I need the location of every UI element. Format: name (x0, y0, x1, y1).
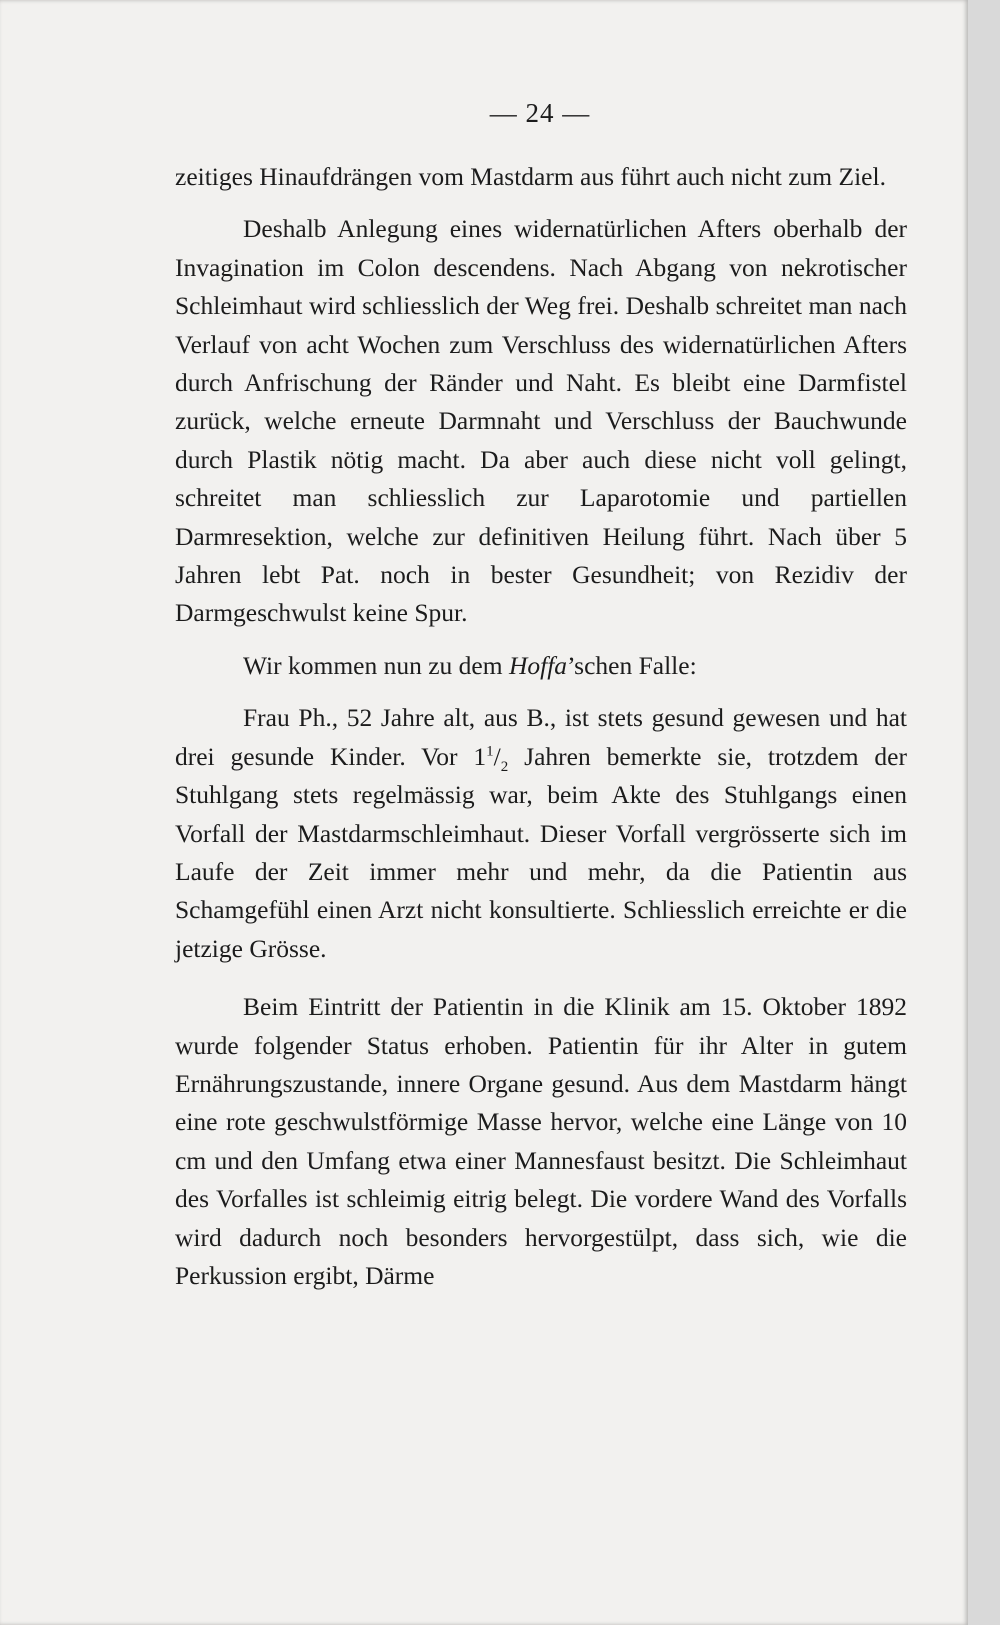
paragraph-status: Beim Eintritt der Patientin in die Klinik am 15. Oktober 1892 wurde folgender Status erhoben. Patientin für ihr Alter in gutem Ernährungszustande, innere Organe gesund. Aus dem Mastdarm hängt eine rote geschwulstförmige Masse hervor, welche eine Länge von 10 cm und den Umfang etwa einer Mannesfaust besitzt. Die Schleimhaut des Vorfalles ist schleimig eitrig belegt. Die vordere Wand des Vorfalls wird dadurch noch besonders hervorgestülpt, dass sich, wie die Perkussion ergibt, Därme (175, 992, 907, 1290)
paragraph-continuation: zeitiges Hinaufdrängen vom Mastdarm aus führt auch nicht zum Ziel. (175, 162, 886, 191)
case-history-rest: Jahren bemerkte sie, trotzdem der Stuhlgang stets regelmässig war, beim Akte des Stuhlgangs einen Vorfall der Mastdarmschleimhaut. Dieser Vorfall vergrösserte sich im Laufe der Zeit immer mehr und mehr, da die Patientin aus Schamgefühl einen Arzt nicht konsultierte. Schliesslich erreichte er die jetzige Grösse. (175, 741, 907, 963)
paragraph-case-history: Frau Ph., 52 Jahre alt, aus B., ist stets gesund gewesen und hat drei gesunde Kinder. Vor $1^1/_2$ Jahren bemerkte sie, trotzdem der Stuhlgang stets regelmässig war, beim Akte des Stuhlgangs einen Vorfall der Mastdarmschleimhaut. Dieser Vorfall vergrösserte sich im Laufe der Zeit immer mehr und mehr, da die Patientin aus Schamgefühl einen Arzt nicht konsultierte. Schliesslich erreichte er die jetzige Grösse. (175, 703, 907, 963)
paragraph-hoffa-intro (175, 647, 907, 685)
fraction-numerator: 1 (486, 743, 494, 760)
hoffa-intro-text: Wir kommen nun zu dem (243, 650, 509, 680)
case-history-text: Frau Ph., 52 Jahre alt, aus B., ist stets gesund gewesen und hat drei gesunde Kinder. Vor 1 (175, 703, 907, 771)
author-name: Hoffa (508, 650, 568, 680)
hoffa-intro-end: ’schen Falle: (567, 650, 697, 680)
fraction-denominator: 2 (500, 758, 509, 775)
paragraph-treatment: Deshalb Anlegung eines widernatürlichen Afters oberhalb der Invagination im Colon descendens. Nach Abgang von nekrotischer Schleimhaut wird schliesslich der Weg frei. Deshalb schreitet man nach Verlauf von acht Wochen zum Verschluss des widernatürlichen Afters durch Anfrischung der Ränder und Naht. Es bleibt eine Darmfistel zurück, welche erneute Darmnaht und Verschluss der Bauchwunde durch Plastik nötig macht. Da aber auch diese nicht voll gelingt, schreitet man schliesslich zur Laparotomie und partiellen Darmresektion, welche zur definitiven Heilung führt. Nach über 5 Jahren lebt Pat. noch in bester Gesundheit; von Rezidiv der Darmgeschwulst keine Spur. (175, 214, 907, 628)
page-number: — 24 — (489, 98, 591, 128)
body-text (175, 158, 907, 1295)
